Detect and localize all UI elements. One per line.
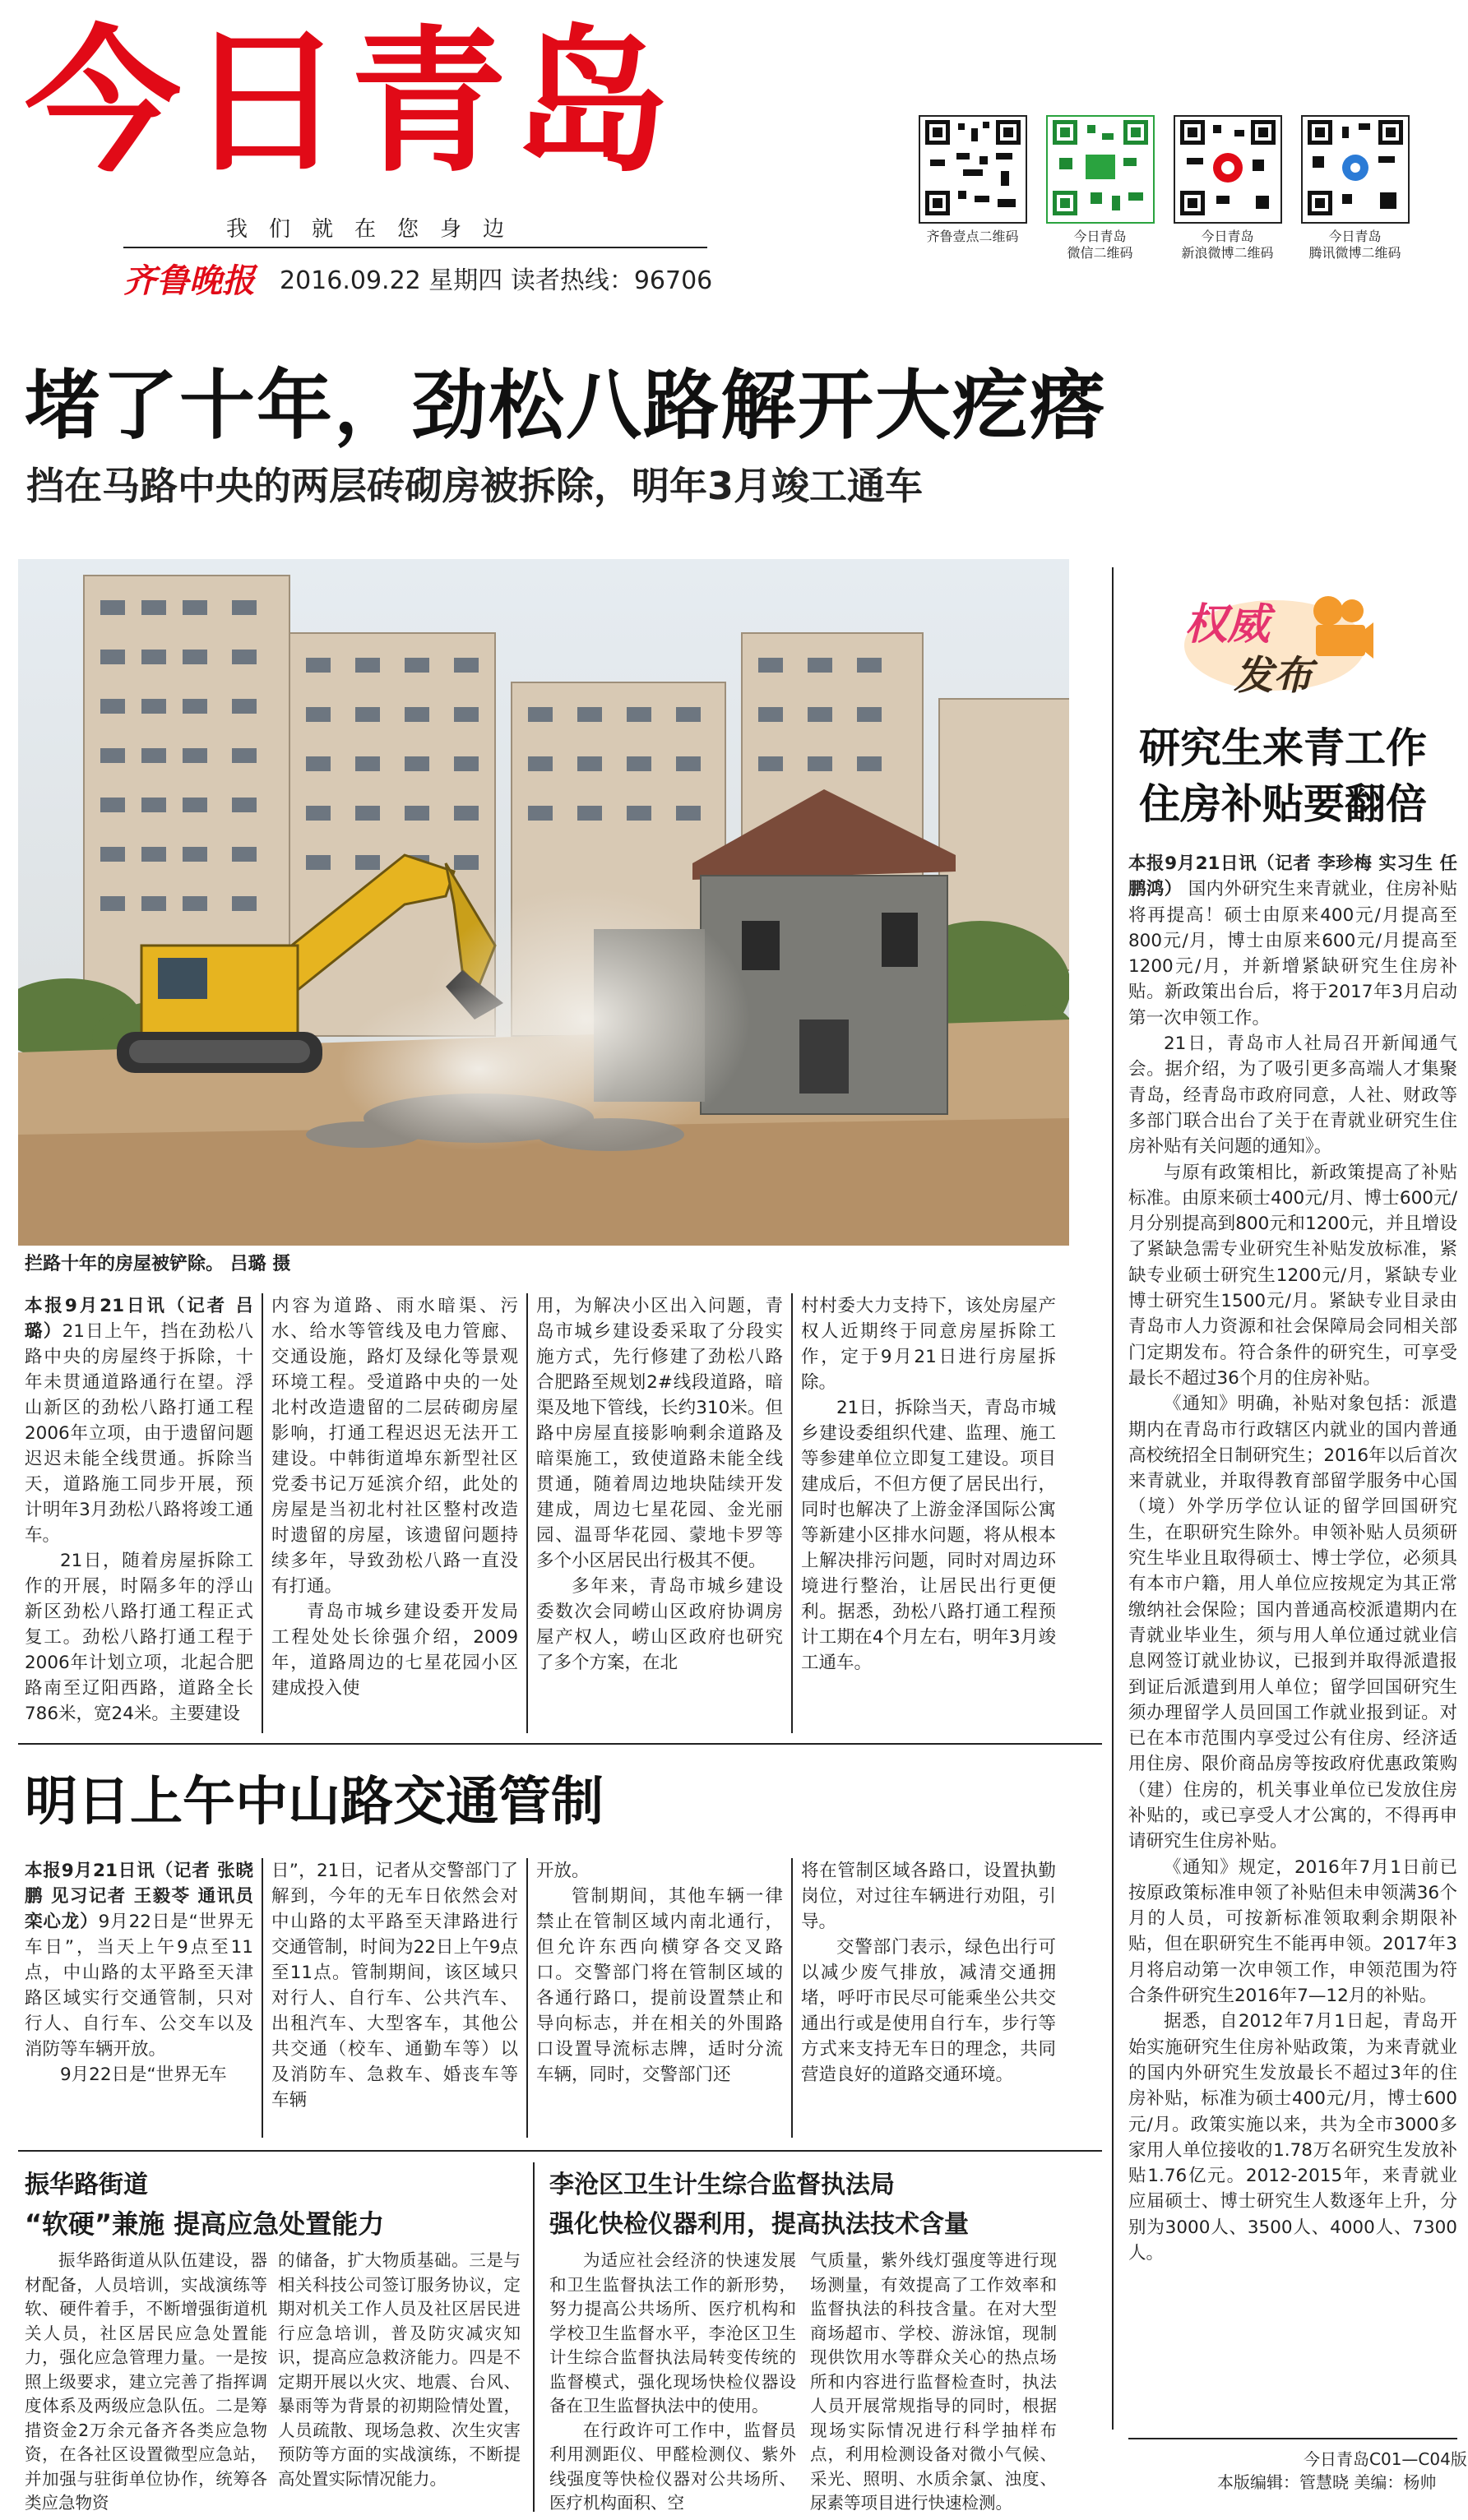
column-divider — [262, 1293, 263, 1733]
footer-rule — [1128, 2438, 1457, 2439]
paragraph: 《通知》明确，补贴对象包括：派遣期内在青岛市行政辖区内就业的国内普通高校统招全日制研究生；2016年以后首次来青就业，并取得教育部留学服务中心国（境）外学历学位认证的留学回国研究生，在职研究生除外。申领补贴人员须研究生毕业且取得硕士、博士学位，必须具有本市户籍，用人单位应按规定为其正常缴纳社会保险；国内普通高校派遣期内在青就业毕业生，须与用人单位通过就业信息网签订就业协议，已报到并取得派遣报到证后派遣到用人单位；留学回国研究生须办理留学人员回国工作就业报到证。对已在本市范围内享受过公有住房、经济适用住房、限价商品房等按政府优惠政策购（建）住房的，机关事业单位已发放住房补贴的，或已享受人才公寓的，不得再申请研究生住房补贴。 — [1128, 1394, 1457, 1852]
column-divider — [526, 1858, 528, 2138]
qrcode-icon — [1301, 115, 1410, 224]
lead-column-4 — [801, 1293, 1056, 1676]
masthead-rule — [123, 247, 707, 248]
traffic-column-1 — [25, 1858, 253, 2088]
paragraph: 21日，随着房屋拆除工作的开展，时隔多年的浮山新区劲松八路打通工程正式复工。劲松八路打通工程于2006年计划立项，北起合肥路南至辽阳西路，道路全长786米，宽24米。主要建设 — [25, 1551, 253, 1724]
column-divider — [791, 1858, 793, 2138]
paragraph: 21日上午，挡在劲松八路中央的房屋终于拆除，十年未贯通道路通行在望。浮山新区的劲松八路打通工程2006年立项，由于遗留问题迟迟未能全线贯通。拆除当天，道路施工同步开展，预计明年3月劲松八路将竣工通车。 — [25, 1321, 253, 1546]
qrcode-caption: 今日青岛 新浪微博二维码 — [1181, 229, 1274, 261]
dateline: 2016.09.22 星期四 读者热线：96706 — [280, 266, 713, 295]
paragraph: 在行政许可工作中，监督员利用测距仪、甲醛检测仪、紫外线强度等快检仪器对公共场所、医疗机构面积、空 — [549, 2420, 796, 2513]
qrcode-qilu[interactable] — [917, 115, 1028, 245]
paragraph: 用，为解决小区出入问题，青岛市城乡建设委采取了分段实施方式，先行修建了劲松八路合肥路至规划2#线段道路，暗渠及地下管线，长约310米。但路中房屋直接影响剩余道路及暗渠施工，致使道路未能全线贯通，随着周边地块陆续开发建成，周边七星花园、金光丽园、温哥华花园、蒙地卡罗等多个小区居民出行极其不便。 — [536, 1296, 783, 1571]
right-byline: 本报9月21日讯（记者 李珍梅 实习生 任鹏鸿） — [1128, 853, 1457, 900]
lead-column-1 — [25, 1293, 253, 1727]
qrcode-icon — [1174, 115, 1282, 224]
lead-column-2 — [271, 1293, 518, 1701]
paragraph: 开放。 — [536, 1861, 590, 1881]
brand-logo: 齐鲁晚报 — [123, 261, 255, 300]
section-rule — [18, 2150, 1102, 2152]
paragraph: 为适应社会经济的快速发展和卫生监督执法工作的新形势，努力提高公共场所、医疗机构和学校卫生监督水平，李沧区卫生计生综合监督执法局转变传统的监督模式，强化现场快检仪器设备在卫生监督执法中的使用。 — [549, 2250, 796, 2416]
lead-byline: 本报9月21日讯（记者 吕璐） — [25, 1296, 253, 1342]
paragraph: 村村委大力支持下，该处房屋产权人近期终于同意房屋拆除工作，定于9月21日进行房屋拆除。 — [801, 1296, 1056, 1393]
qrcode-caption: 今日青岛 微信二维码 — [1067, 229, 1133, 261]
paragraph: 振华路街道从队伍建设，器材配备，人员培训，实战演练等软、硬件着手，不断增强街道机关人员，社区居民应急处置能力，强化应急管理力量。一是按照上级要求，建立完善了指挥调度体系及两级应急队伍。二是筹措资金2万余元备齐各类应急物资，在各社区设置微型应急站，并加强与驻街单位协作，统筹各类应急物资 — [25, 2250, 267, 2513]
masthead-title: 今日青岛 — [25, 12, 677, 193]
qrcode-caption: 齐鲁壹点二维码 — [926, 229, 1019, 244]
story3-headline: “软硬”兼施 提高应急处置能力 — [25, 2208, 385, 2240]
story4-headline: 强化快检仪器利用，提高执法技术含量 — [549, 2210, 969, 2239]
lead-headline: 堵了十年，劲松八路解开大疙瘩 — [25, 362, 1108, 450]
page-range: 今日青岛C01—C04版 — [1304, 2449, 1467, 2469]
qrcode-icon — [919, 115, 1027, 224]
column-divider — [533, 2162, 535, 2512]
lead-subhead: 挡在马路中央的两层砖砌房被拆除，明年3月竣工通车 — [26, 464, 924, 508]
story4-column-2 — [810, 2249, 1057, 2516]
paragraph: 日”，21日，记者从交警部门了解到，今年的无车日依然会对中山路的太平路至天津路进行交通管制，时间为22日上午9点至11点。管制期间，该区域只对行人、自行车、公共汽车、出租汽车、大型客车，其他公共交通（校车、通勤车等）以及消防车、急救车、婚丧车等车辆 — [271, 1861, 518, 2111]
authority-release-badge — [1176, 580, 1373, 703]
paragraph: 交警部门表示，绿色出行可以减少废气排放，减清交通拥堵，呼吁市民尽可能乘坐公共交通出行或是使用自行车，步行等方式来支持无车日的理念，共同营造良好的道路交通环境。 — [801, 1937, 1056, 2085]
lead-column-3 — [536, 1293, 783, 1676]
story3-column-1 — [25, 2249, 267, 2516]
paragraph: 的储备，扩大物质基础。三是与相关科技公司签订服务协议，定期对机关工作人员及社区居民进行应急培训，普及防灾减灾知识，提高应急救济能力。四是不定期开展以火灾、地震、台风、暴雨等为背景的初期险情处置，人员疏散、现场急救、次生灾害预防等方面的实战演练，不断提高处置实际情况能力。 — [278, 2250, 521, 2489]
traffic-column-3 — [536, 1858, 783, 2088]
photo-caption: 拦路十年的房屋被铲除。 吕璐 摄 — [25, 1254, 291, 1274]
badge-text-1: 权威 — [1184, 599, 1271, 650]
story3-column-2 — [278, 2249, 521, 2491]
right-headline-line2: 住房补贴要翻倍 — [1139, 780, 1427, 828]
paragraph: 《通知》规定，2016年7月1日前已按原政策标准申领了补贴但未申领满36个月的人员，可按新标准领取剩余期限补贴，但在职研究生不能再申领。2017年3月将启动第一次申领工作，申领范围为符合条件研究生2016年7—12月的补贴。 — [1128, 1856, 1457, 2007]
traffic-column-4 — [801, 1858, 1056, 2088]
badge-text-2: 发布 — [1234, 653, 1313, 699]
column-divider — [262, 1858, 263, 2138]
paragraph: 国内外研究生来青就业，住房补贴将再提高！硕士由原来400元/月提高至800元/月，博士由原来600元/月提高至1200元/月，并新增紧缺研究生住房补贴。新政策出台后，将于2017年3月启动第一次申领工作。 — [1128, 879, 1457, 1029]
paragraph: 气质量，紫外线灯强度等进行现场测量，有效提高了工作效率和监督执法的科技含量。在对大型商场超市、学校、游泳馆，现制现供饮用水等群众关心的热点场所和内容进行监督检查时，执法人员开展常规指导的同时，根据现场实际情况进行科学抽样布点，利用检测设备对微小气候、采光、照明、水质余氯、浊度、尿素等项目进行快速检测。 — [810, 2250, 1057, 2513]
qrcode-wechat[interactable] — [1044, 115, 1155, 261]
paragraph: 管制期间，其他车辆一律禁止在管制区域内南北通行，但允许东西向横穿各交叉路口。交警部门将在管制区域的各通行路口，提前设置禁止和导向标志，并在相关的外围路口设置导流标志牌，适时分流车辆，同时，交警部门还 — [536, 1886, 783, 2085]
right-headline-line1: 研究生来青工作 — [1139, 724, 1427, 772]
qrcode-caption: 今日青岛 腾讯微博二维码 — [1308, 229, 1401, 261]
paragraph: 21日，青岛市人社局召开新闻通气会。据介绍，为了吸引更多高端人才集聚青岛，经青岛市政府同意，人社、财政等多部门联合出台了关于在青就业研究生住房补贴有关问题的通知》。 — [1128, 1033, 1457, 1158]
editors-credit: 本版编辑：管慧晓 美编：杨帅 — [1217, 2472, 1437, 2492]
demolition-photo — [18, 559, 1069, 1246]
qrcode-sina-weibo[interactable] — [1172, 115, 1283, 261]
qrcode-tencent-weibo[interactable] — [1299, 115, 1410, 261]
story4-column-1 — [549, 2249, 796, 2516]
traffic-headline: 明日上午中山路交通管制 — [25, 1772, 604, 1833]
right-story-body — [1128, 851, 1457, 2266]
paragraph: 多年来，青岛市城乡建设委数次会同崂山区政府协调房屋产权人，崂山区政府也研究了多个方案，在北 — [536, 1576, 783, 1673]
paragraph: 内容为道路、雨水暗渠、污水、给水等管线及电力管廊、交通设施，路灯及绿化等景观环境工程。受道路中央的一处北村改造遗留的二层砖砌房屋影响，打通工程迟迟无法开工建设。中韩街道埠东新型社区党委书记万延滨介绍，此处的房屋是当初北村社区整村改造时遗留的房屋，该遗留问题持续多年，导致劲松八路一直没有打通。 — [271, 1296, 518, 1597]
paragraph: 9月22日是“世界无车日”，当天上午9点至11点，中山路的太平路至天津路区域实行交通管制，只对行人、自行车、公交车以及消防等车辆开放。 — [25, 1912, 253, 2060]
paragraph: 将在管制区域各路口，设置执勤岗位，对过往车辆进行劝阻，引导。 — [801, 1861, 1056, 1932]
section-rule — [18, 1743, 1102, 1745]
paragraph: 9月22日是“世界无车 — [60, 2065, 227, 2085]
story4-kicker: 李沧区卫生计生综合监督执法局 — [549, 2171, 895, 2199]
column-divider — [791, 1293, 793, 1733]
traffic-byline: 本报9月21日讯（记者 张晓鹏 见习记者 王毅苓 通讯员 栾心龙） — [25, 1861, 253, 1932]
paragraph: 与原有政策相比，新政策提高了补贴标准。由原来硕士400元/月、博士600元/月分别提高到800元和1200元，并且增设了紧缺急需专业研究生补贴发放标准，紧缺专业硕士研究生1200元/月，紧缺专业博士研究生1500元/月。紧缺专业目录由青岛市人力资源和社会保障局会同相关部门定期发布。符合条件的研究生，可享受最长不超过36个月的住房补贴。 — [1128, 1162, 1457, 1389]
right-column-divider — [1112, 567, 1114, 2430]
traffic-column-2 — [271, 1858, 518, 2113]
qrcode-icon — [1046, 115, 1155, 224]
masthead-slogan: 我们就在您身边 — [226, 217, 526, 242]
paragraph: 青岛市城乡建设委开发局工程处处长徐强介绍，2009年，道路周边的七星花园小区建成投入使 — [271, 1602, 518, 1699]
story3-kicker: 振华路街道 — [25, 2171, 148, 2199]
paragraph: 据悉，自2012年7月1日起，青岛开始实施研究生住房补贴政策，为来青就业的国内外研究生发放最长不超过3年的住房补贴，标准为硕士400元/月，博士600元/月。政策实施以来，共为全市3000多家用人单位接收的1.78万名研究生发放补贴1.76亿元。2012-2015年，来青就业应届硕士、博士研究生人数逐年上升，分别为3000人、3500人、4000人、7300人。 — [1128, 2011, 1457, 2264]
paragraph: 21日，拆除当天，青岛市城乡建设委组织代建、监理、施工等参建单位立即复工建设。项目建成后，不但方便了居民出行，同时也解决了上游金泽国际公寓等新建小区排水问题，将从根本上解决排污问题，同时对周边环境进行整治，让居民出行更便利。据悉，劲松八路打通工程预计工期在4个月左右，明年3月竣工通车。 — [801, 1398, 1056, 1673]
column-divider — [526, 1293, 528, 1733]
